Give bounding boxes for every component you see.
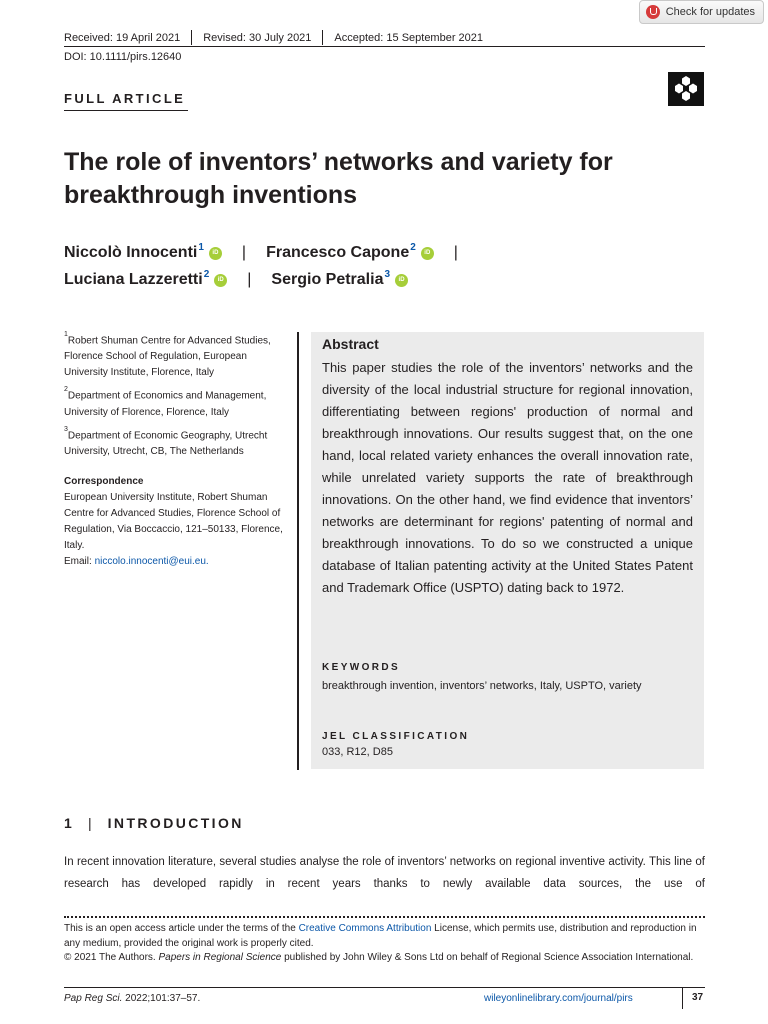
section-number: 1 [64, 815, 75, 831]
abstract-rule [297, 332, 299, 770]
doi[interactable]: DOI: 10.1111/pirs.12640 [64, 51, 182, 63]
page-separator [682, 987, 683, 1009]
date-separator [191, 30, 192, 45]
orcid-icon[interactable]: iD [421, 247, 434, 260]
intro-paragraph: In recent innovation literature, several studies analyse the role of inventors’ networks on regional inventive activity. This line of research has developed rapidly in recent years thanks to newly available data sources, the use of [64, 856, 705, 890]
revised-date: Revised: 30 July 2021 [203, 31, 312, 44]
article-type: FULL ARTICLE [64, 91, 186, 106]
correspondence-heading: Correspondence [64, 475, 144, 487]
affiliation [64, 330, 289, 381]
publisher-logo [668, 72, 704, 106]
correspondence-details [64, 490, 289, 570]
received-date: Received: 19 April 2021 [64, 31, 181, 44]
header-rule [64, 46, 705, 47]
check-for-updates-label: Check for updates [665, 6, 755, 18]
email-label: Email: [64, 555, 92, 567]
date-separator [322, 30, 323, 45]
footer-rule [64, 987, 705, 988]
footnote-divider [64, 916, 705, 918]
paper-title: The role of inventors’ networks and variety for breakthrough inventions [64, 148, 613, 209]
affiliation-number: 3 [64, 425, 68, 433]
license-notice [64, 922, 705, 951]
section-heading [64, 815, 244, 831]
affiliation-text: Department of Economics and Management, University of Florence, Florence, Italy [64, 390, 267, 418]
correspondence-address: European University Institute, Robert Shuman Centre for Advanced Studies, Florence School of Regulation, Via Boccaccio, 121–50133, Florence, Italy. [64, 491, 283, 551]
update-icon [646, 5, 660, 19]
license-link[interactable]: Creative Commons Attribution [298, 923, 432, 934]
affiliation-text: Department of Economic Geography, Utrecht University, Utrecht, CB, The Netherlands [64, 429, 268, 457]
copyright-text: © 2021 The Authors. [64, 952, 159, 963]
affiliation-ref[interactable]: 2 [203, 268, 210, 280]
author-name[interactable]: Sergio Petralia [271, 271, 384, 288]
check-for-updates-button[interactable] [639, 0, 764, 24]
affiliation-ref[interactable]: 2 [410, 241, 416, 253]
author-separator: | [241, 244, 247, 261]
publication-dates [64, 30, 483, 45]
journal-abbrev: Pap Reg Sci. [64, 993, 123, 1004]
journal-url-link[interactable]: wileyonlinelibrary.com/journal/pirs [484, 993, 633, 1004]
keywords: breakthrough invention, inventors’ networks, Italy, USPTO, variety [322, 680, 642, 692]
license-text: This is an open access article under the terms of the [64, 923, 299, 934]
journal-volume: 2022;101:37–57. [122, 993, 201, 1004]
journal-citation [64, 993, 200, 1004]
license-text: License, which permits use, distribution and reproduction in any medium, provided the original work is properly cited. [64, 923, 697, 949]
affiliations [64, 330, 289, 574]
affiliation-ref[interactable]: 1 [198, 241, 204, 253]
article-type-underline [64, 110, 188, 111]
abstract-text: This paper studies the role of the inventors’ networks and the diversity of the local industrial structure for regional innovation, differentiating between regions' production of normal and breakthrough innovations. Our results suggest that, on the one hand, local related variety enhances the overall innovation rate, while unrelated variety supports the rate of breakthrough innovations. On the other hand, we find evidence that inventors’ networks are determinant for regions' patenting of normal and breakthrough innovations. To do so we constructed a unique database of Italian patenting activity at the United States Patent and Trademark Office (USPTO) dating back to 1972. [322, 360, 693, 595]
author-separator: | [247, 271, 252, 288]
abstract-heading: Abstract [322, 336, 379, 352]
orcid-icon[interactable]: iD [395, 274, 408, 287]
author-separator: | [453, 244, 458, 261]
orcid-icon[interactable]: iD [209, 247, 222, 260]
jel-codes: 033, R12, D85 [322, 746, 393, 758]
affiliation-number: 1 [64, 331, 68, 338]
affiliation-text: Robert Shuman Centre for Advanced Studies, Florence School of Regulation, European University Institute, Florence, Italy [64, 335, 271, 379]
keywords-heading: KEYWORDS [322, 662, 401, 673]
copyright-notice [64, 951, 705, 966]
hexagon-cluster-icon [668, 72, 704, 106]
section-separator: | [88, 815, 92, 831]
copyright-journal: Papers in Regional Science [158, 952, 282, 963]
affiliation-ref[interactable]: 3 [384, 268, 391, 280]
affiliation-number: 2 [64, 386, 68, 394]
copyright-text: published by John Wiley & Sons Ltd on behalf of Regional Science Association International. [281, 952, 694, 963]
jel-heading: JEL CLASSIFICATION [322, 731, 470, 742]
affiliation [64, 385, 289, 420]
accepted-date: Accepted: 15 September 2021 [334, 31, 484, 44]
page-number: 37 [692, 992, 704, 1003]
author-line [64, 268, 408, 289]
orcid-icon[interactable]: iD [214, 274, 227, 287]
author-name[interactable]: Luciana Lazzeretti [64, 271, 203, 288]
author-name[interactable]: Francesco Capone [266, 244, 410, 261]
author-name[interactable]: Niccolò Innocenti [64, 244, 198, 261]
author-line [64, 241, 478, 262]
affiliation [64, 425, 289, 460]
section-title: INTRODUCTION [107, 815, 244, 831]
email-link[interactable]: niccolo.innocenti@eui.eu. [94, 555, 209, 567]
